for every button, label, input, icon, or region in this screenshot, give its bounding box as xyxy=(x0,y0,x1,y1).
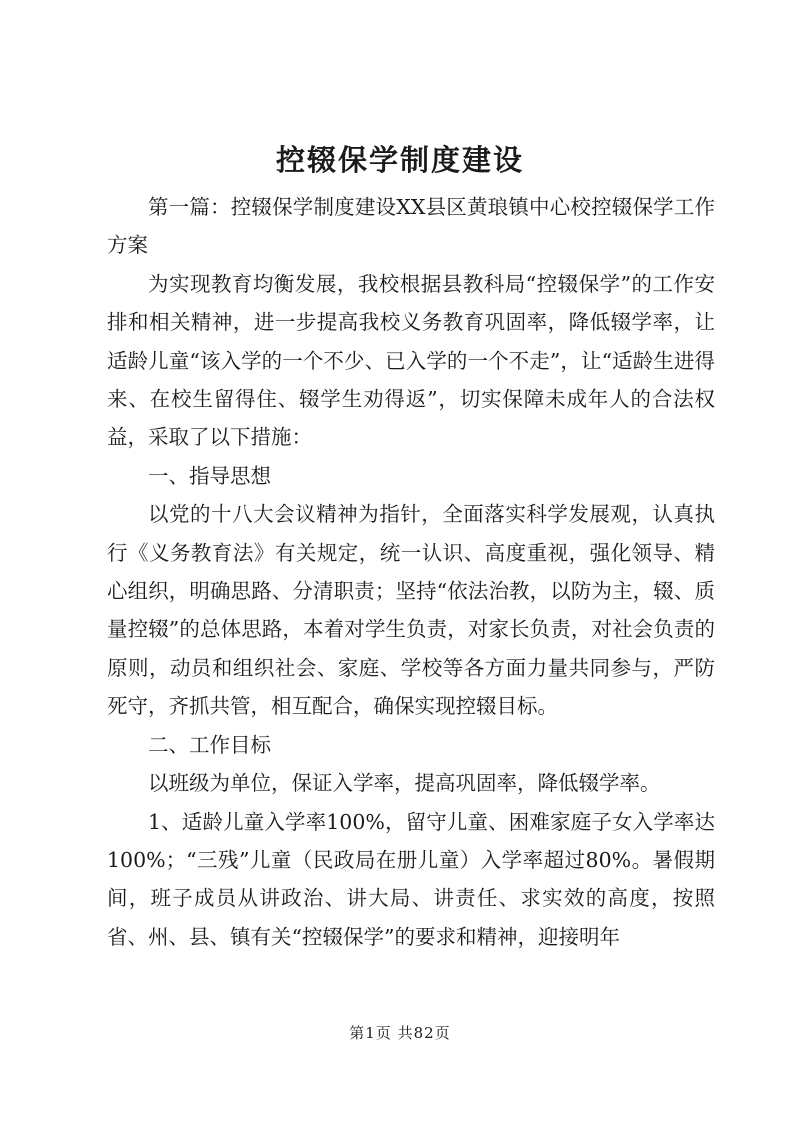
paragraph-guiding-thought: 以党的十八大会议精神为指针，全面落实科学发展观，认真执行《义务教育法》有关规定，统一认识、高度重视，强化领导、精心组织，明确思路、分清职责；坚持“依法治教，以防为主，辍、质量控辍”的总体思路，本着对学生负责，对家长负责，对社会负责的原则，动员和组织社会、家庭、学校等各方面力量共同参与，严防死守，齐抓共管，相互配合，确保实现控辍目标。 xyxy=(107,502,715,719)
paragraph-work-goals: 以班级为单位，保证入学率，提高巩固率，降低辍学率。 xyxy=(148,771,661,796)
section-heading-guiding-thought: 一、指导思想 xyxy=(148,463,271,488)
document-title: 控辍保学制度建设 xyxy=(275,143,524,177)
paragraph-intro: 为实现教育均衡发展，我校根据县教科局“控辍保学”的工作安排和相关精神，进一步提高我校义务教育巩固率，降低辍学率，让适龄儿童“该入学的一个不少、已入学的一个不走”，让“适龄生进得来、在校生留得住、辍学生劝得返”，切实保障未成年人的合法权益，采取了以下措施： xyxy=(107,271,715,450)
paragraph-goal-item-1: 1、适龄儿童入学率100%，留守儿童、困难家庭子女入学率达100%；“三残”儿童（民政局在册儿童）入学率超过80%。暑假期间，班子成员从讲政治、讲大局、讲责任、求实效的高度，按照省、州、县、镇有关“控辍保学”的要求和精神，迎接明年 xyxy=(107,809,715,949)
document-body xyxy=(107,188,715,956)
paragraph-heading-part-one: 第一篇：控辍保学制度建设XX县区黄琅镇中心校控辍保学工作方案 xyxy=(107,195,715,258)
section-heading-work-goals: 二、工作目标 xyxy=(148,732,271,757)
page-number-footer: 第1页 共82页 xyxy=(349,1024,451,1042)
